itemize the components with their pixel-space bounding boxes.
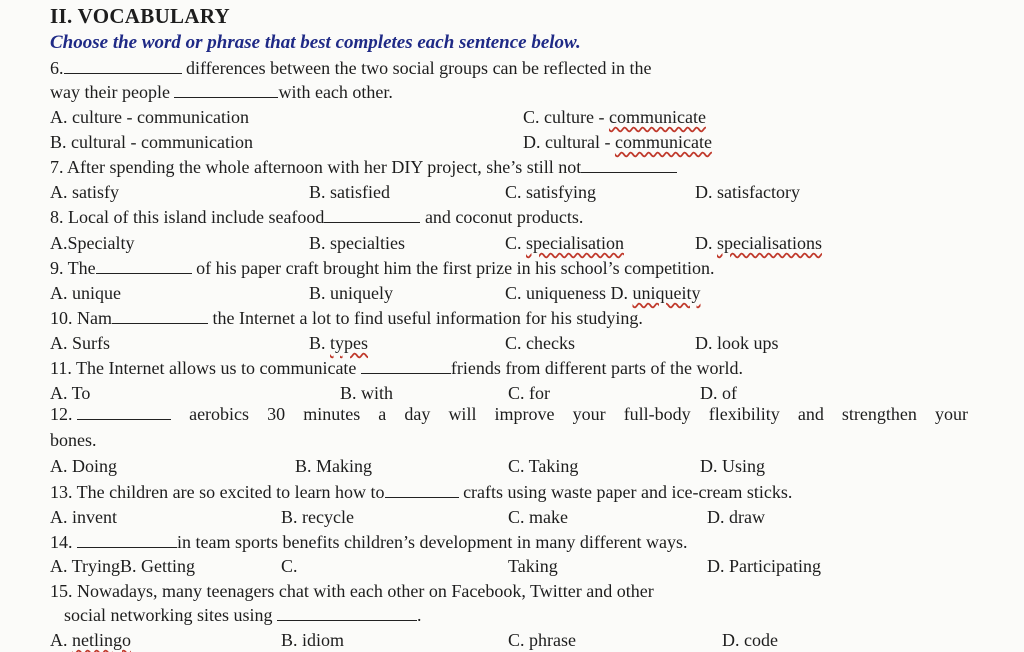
- num-text: 12.: [50, 404, 73, 424]
- question-7: [50, 157, 677, 178]
- question-12-line2: bones.: [50, 430, 97, 450]
- word: 30: [267, 404, 286, 424]
- q7-option-b[interactable]: B. satisfied: [309, 182, 390, 202]
- q10-option-a[interactable]: A. Surfs: [50, 333, 111, 353]
- q15-option-a[interactable]: [50, 630, 131, 651]
- question-text: 9. The: [50, 258, 96, 278]
- section-heading: II. VOCABULARY: [50, 4, 231, 28]
- answer-blank[interactable]: [77, 533, 177, 548]
- q6-option-c[interactable]: [523, 107, 706, 128]
- q8-option-a[interactable]: A.Specialty: [50, 233, 135, 253]
- question-text: the Internet a lot to find useful information for his studying.: [212, 308, 643, 328]
- answer-blank[interactable]: [324, 208, 420, 223]
- q11-option-b[interactable]: B. with: [340, 383, 394, 403]
- question-15-line1: 15. Nowadays, many teenagers chat with each other on Facebook, Twitter and other: [50, 581, 654, 601]
- question-15-line2: [64, 605, 421, 626]
- q11-option-c[interactable]: C. for: [508, 383, 550, 403]
- question-14: [50, 532, 688, 553]
- word: will: [448, 404, 477, 424]
- word: minutes: [303, 404, 361, 424]
- question-text: 13. The children are so excited to learn how to: [50, 482, 385, 502]
- question-text: 8. Local of this island include seafood: [50, 207, 325, 227]
- q6-option-b[interactable]: B. cultural - communication: [50, 132, 253, 152]
- q7-option-a[interactable]: A. satisfy: [50, 182, 119, 202]
- question-text: friends from different parts of the world.: [450, 358, 743, 378]
- question-12-line1: [50, 404, 968, 425]
- q14-option-d[interactable]: D. Participating: [707, 556, 821, 576]
- q14-option-a-b[interactable]: A. TryingB. Getting: [50, 556, 196, 576]
- question-13: [50, 482, 792, 503]
- answer-blank[interactable]: [77, 405, 171, 420]
- answer-blank[interactable]: [96, 259, 192, 274]
- q8-option-b[interactable]: B. specialties: [309, 233, 405, 253]
- q15-option-c[interactable]: C. phrase: [508, 630, 576, 650]
- question-text: and coconut products.: [424, 207, 584, 227]
- question-text: way their people: [50, 82, 170, 102]
- q11-option-a[interactable]: A. To: [50, 383, 91, 403]
- option-word: netlingo: [72, 630, 131, 650]
- answer-blank[interactable]: [174, 83, 278, 98]
- answer-blank[interactable]: [112, 309, 208, 324]
- word: improve: [494, 404, 555, 424]
- option-prefix: A.: [50, 630, 72, 650]
- q12-option-d[interactable]: D. Using: [700, 456, 766, 476]
- question-number: 6.: [50, 58, 64, 78]
- q10-option-d[interactable]: D. look ups: [695, 333, 779, 353]
- q8-option-d[interactable]: [695, 233, 822, 254]
- question-text: differences between the two social groups can be reflected in the: [186, 58, 652, 78]
- question-text: 10. Nam: [50, 308, 112, 328]
- instruction: Choose the word or phrase that best completes each sentence below.: [50, 32, 581, 53]
- q8-option-c[interactable]: [505, 233, 624, 254]
- answer-blank[interactable]: [64, 59, 182, 74]
- option-prefix: C. culture -: [523, 107, 609, 127]
- q9-option-b[interactable]: B. uniquely: [309, 283, 393, 303]
- word: flexibility: [708, 404, 780, 424]
- option-word: communicate: [614, 132, 712, 152]
- option-prefix: C.: [505, 233, 527, 253]
- word: a: [378, 404, 387, 424]
- question-text: of his paper craft brought him the first prize in his school’s competition.: [196, 258, 715, 278]
- word: strengthen: [841, 404, 917, 424]
- q9-option-a[interactable]: A. unique: [50, 283, 121, 303]
- option-prefix: D. cultural -: [523, 132, 615, 152]
- q10-option-c[interactable]: C. checks: [505, 333, 575, 353]
- q13-option-b[interactable]: B. recycle: [281, 507, 354, 527]
- question-text: 7. After spending the whole afternoon with her DIY project, she’s still not: [50, 157, 582, 177]
- answer-blank[interactable]: [277, 606, 417, 621]
- question-text: crafts using waste paper and ice-cream sticks.: [463, 482, 793, 502]
- question-number: 14.: [50, 532, 73, 552]
- word: full-body: [623, 404, 691, 424]
- question-text: social networking sites using: [64, 605, 273, 625]
- period: .: [416, 605, 422, 625]
- q10-option-b[interactable]: [309, 333, 368, 354]
- word: aerobics: [189, 404, 250, 424]
- q13-option-a[interactable]: A. invent: [50, 507, 117, 527]
- q14-option-c-word[interactable]: Taking: [508, 556, 558, 576]
- q12-option-c[interactable]: C. Taking: [508, 456, 579, 476]
- question-8: [50, 207, 583, 228]
- option-word: communicate: [608, 107, 706, 127]
- question-6-line2: [50, 82, 393, 103]
- question-11: [50, 358, 743, 379]
- question-6-line1: [50, 58, 651, 79]
- option-prefix: B.: [309, 333, 331, 353]
- option-word: specialisations: [717, 233, 822, 253]
- option-prefix: D.: [695, 233, 717, 253]
- word: your: [934, 404, 968, 424]
- q12-option-b[interactable]: B. Making: [295, 456, 373, 476]
- answer-blank[interactable]: [385, 483, 459, 498]
- q9-option-c-d[interactable]: [505, 283, 701, 304]
- word: your: [572, 404, 606, 424]
- q14-option-c[interactable]: C.: [281, 556, 298, 576]
- q11-option-d[interactable]: D. of: [700, 383, 737, 403]
- option-word: specialisation: [526, 233, 624, 253]
- q6-option-a[interactable]: A. culture - communication: [50, 107, 249, 127]
- option-word: uniqueity: [632, 283, 701, 303]
- question-text: in team sports benefits children’s development in many different ways.: [177, 532, 688, 552]
- answer-blank[interactable]: [581, 158, 677, 173]
- question-number: [50, 404, 171, 425]
- q12-option-a[interactable]: A. Doing: [50, 456, 117, 476]
- q7-option-d[interactable]: D. satisfactory: [695, 182, 800, 202]
- word: and: [797, 404, 824, 424]
- q15-option-d[interactable]: D. code: [722, 630, 778, 650]
- q13-option-c[interactable]: C. make: [508, 507, 568, 527]
- word: day: [404, 404, 431, 424]
- q6-option-d[interactable]: [523, 132, 712, 153]
- question-10: [50, 308, 643, 329]
- answer-blank[interactable]: [361, 359, 451, 374]
- option-word: types: [330, 333, 369, 353]
- question-text: with each other.: [278, 82, 393, 102]
- question-9: [50, 258, 715, 279]
- option-prefix: C. uniqueness D.: [505, 283, 633, 303]
- q7-option-c[interactable]: C. satisfying: [505, 182, 597, 202]
- q15-option-b[interactable]: B. idiom: [281, 630, 345, 650]
- q13-option-d[interactable]: D. draw: [707, 507, 765, 527]
- question-text: 11. The Internet allows us to communicate: [50, 358, 357, 378]
